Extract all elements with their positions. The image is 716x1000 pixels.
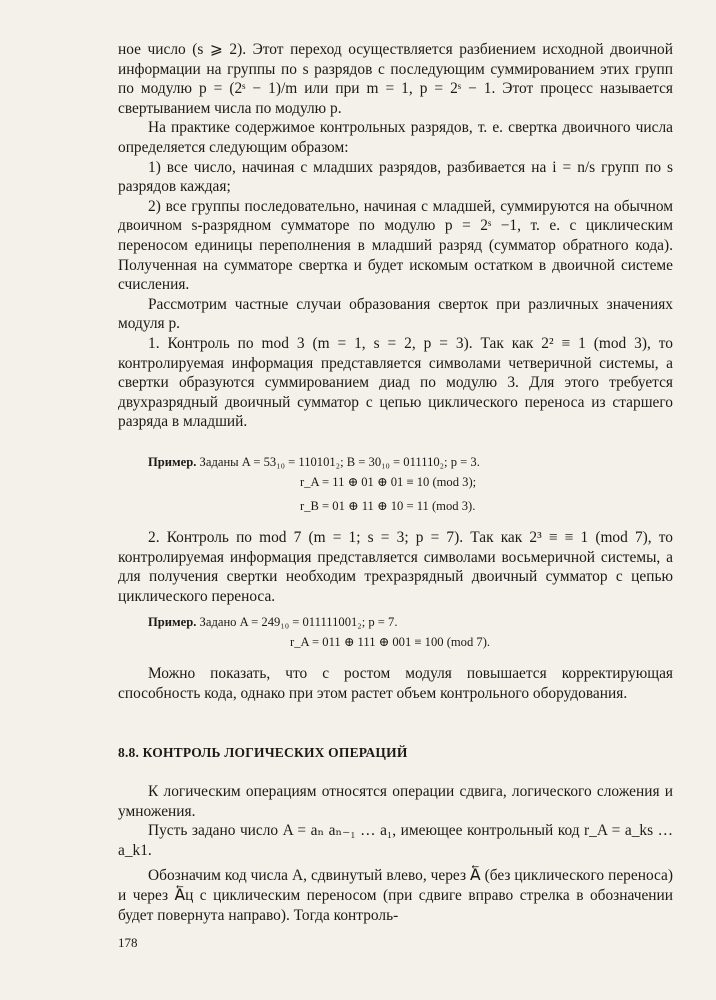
page-number: 178 [118, 935, 138, 950]
text-block-3 [118, 664, 673, 703]
section-heading: 8.8. КОНТРОЛЬ ЛОГИЧЕСКИХ ОПЕРАЦИЙ [118, 745, 408, 760]
paragraph: Можно показать, что с ростом модуля повышается корректирующая способность кода, однако при этом растет объем контрольного оборудования. [118, 665, 673, 702]
example-label: Пример. [148, 615, 197, 629]
paragraph: К логическим операциям относятся операции сдвига, логического сложения и умножения. [118, 783, 673, 820]
example-1-line [148, 452, 480, 472]
paragraph: 2. Контроль по mod 7 (m = 1; s = 3; p = 7). Так как 2³ ≡ ≡ 1 (mod 7), то контролируемая информация представляется символами восьмеричной системы, а для получения свертки необходим трехразрядный двоичный сумматор с цепью циклического переноса. [118, 529, 673, 605]
paragraph: 1. Контроль по mod 3 (m = 1, s = 2, p = 3). Так как 2² ≡ 1 (mod 3), то контролируемая информация представляется символами четверичной системы, а свертки образуются суммированием диад по модулю 3. Для этого требуется двухразрядный двоичный сумматор с цепью циклического переноса из старшего разряда в младший. [118, 334, 673, 431]
formula-ra-2: r_A = 011 ⊕ 111 ⊕ 001 ≡ 100 (mod 7). [290, 635, 491, 649]
paragraph: Рассмотрим частные случаи образования сверток при различных значениях модуля p. [118, 295, 673, 333]
paragraph: На практике содержимое контрольных разрядов, т. е. свертка двоичного числа определяется следующим образом: [118, 119, 673, 156]
example-text: Заданы A = 53₁₀ = 110101₂; B = 30₁₀ = 011110₂; p = 3. [199, 455, 480, 469]
text-block-2 [118, 528, 673, 606]
example-label: Пример. [148, 455, 197, 469]
formula-rb: r_B = 01 ⊕ 11 ⊕ 10 = 11 (mod 3). [300, 499, 476, 513]
paragraph: 2) все группы последовательно, начиная с младшей, суммируются на обычном двоичном s-разрядном сумматоре по модулю p = 2ˢ −1, т. е. с циклическим переносом единицы переполнения в младший разряд (сумматор обратного кода). Полученная на сумматоре свертка и будет искомым остатком в двоичной системе счисления. [118, 197, 673, 294]
text-block-4 [118, 782, 673, 925]
formula-ra: r_A = 11 ⊕ 01 ⊕ 01 ≡ 10 (mod 3); [300, 475, 477, 489]
example-text: Задано A = 249₁₀ = 011111001₂; p = 7. [199, 615, 398, 629]
text-block-1 [118, 40, 673, 432]
paragraph: Обозначим код числа A, сдвинутый влево, через A⃖ (без циклического переноса) и через A⃖ц с циклическим переносом (при сдвиге вправо стрелка в обозначении будет повернута направо). Тогда контроль- [118, 867, 673, 924]
example-2-line [148, 612, 397, 632]
paragraph: 1) все число, начиная с младших разрядов, разбивается на i = n/s групп по s разрядов каждая; [118, 158, 673, 196]
paragraph: Пусть задано число A = aₙ aₙ₋₁ … a₁, имеющее контрольный код r_A = a_ks … a_k1. [118, 822, 673, 859]
paragraph: ное число (s ⩾ 2). Этот переход осуществляется разбиением исходной двоичной информации на группы по s разрядов с последующим суммированием этих групп по модулю p = (2ˢ − 1)/m или при m = 1, p = 2ˢ − 1. Этот процесс называется свертыванием числа по модулю p. [118, 41, 673, 117]
